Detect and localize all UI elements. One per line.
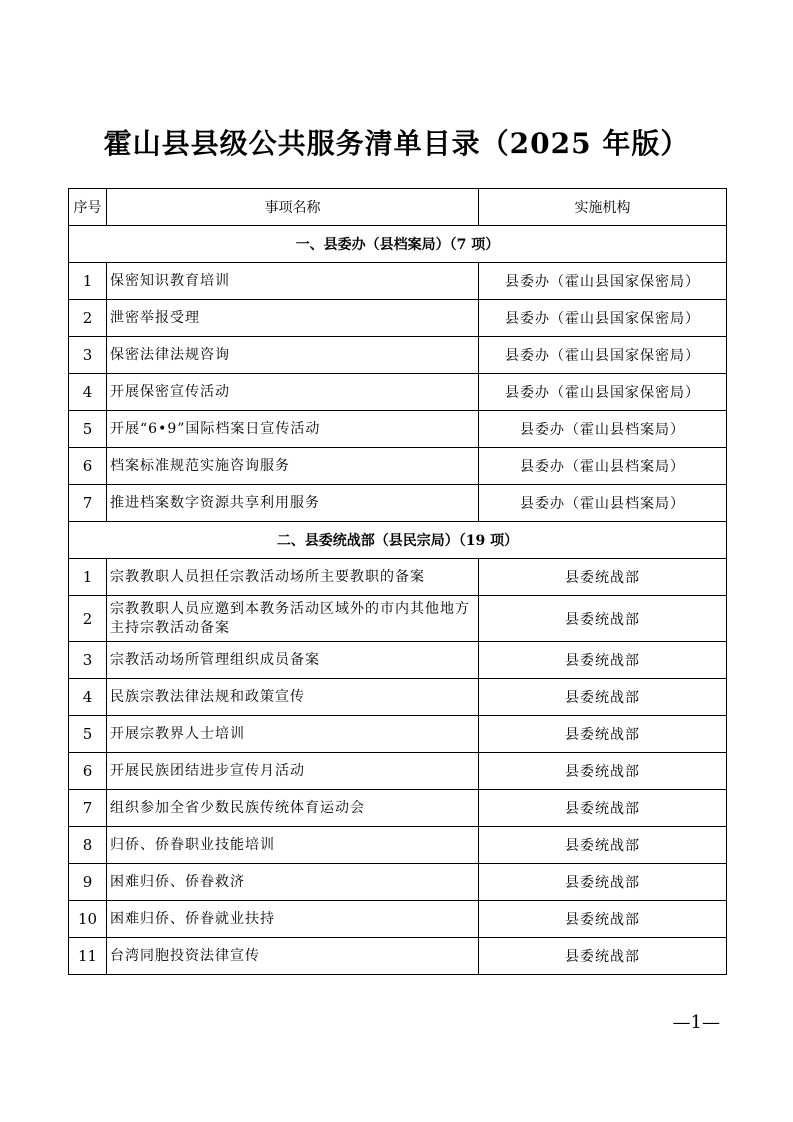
table-row [69, 300, 727, 337]
row-org: 县委办（霍山县国家保密局） [479, 263, 727, 300]
table-row [69, 374, 727, 411]
row-item-name: 推进档案数字资源共享利用服务 [107, 485, 479, 522]
table-row [69, 485, 727, 522]
table-row [69, 337, 727, 374]
row-item-name: 保密知识教育培训 [107, 263, 479, 300]
table-row [69, 263, 727, 300]
table-row [69, 716, 727, 753]
table-row [69, 642, 727, 679]
table-row [69, 864, 727, 901]
row-org: 县委办（霍山县国家保密局） [479, 300, 727, 337]
row-item-name: 开展“6•9”国际档案日宣传活动 [107, 411, 479, 448]
row-number: 7 [69, 485, 107, 522]
row-org: 县委办（霍山县档案局） [479, 411, 727, 448]
service-list-table [68, 188, 727, 975]
row-org: 县委统战部 [479, 679, 727, 716]
row-number: 10 [69, 901, 107, 938]
row-org: 县委统战部 [479, 864, 727, 901]
row-org: 县委统战部 [479, 901, 727, 938]
row-number: 2 [69, 596, 107, 642]
page-title: 霍山县县级公共服务清单目录（2025 年版） [103, 127, 690, 160]
row-number: 11 [69, 938, 107, 975]
row-item-name: 保密法律法规咨询 [107, 337, 479, 374]
section-title: 一、县委办（县档案局）（7 项） [69, 226, 727, 263]
row-item-name: 开展宗教界人士培训 [107, 716, 479, 753]
row-number: 4 [69, 679, 107, 716]
row-item-name: 台湾同胞投资法律宣传 [107, 938, 479, 975]
row-number: 6 [69, 448, 107, 485]
row-item-name: 档案标准规范实施咨询服务 [107, 448, 479, 485]
table-row [69, 901, 727, 938]
row-number: 1 [69, 559, 107, 596]
row-org: 县委统战部 [479, 790, 727, 827]
section-header-row [69, 522, 727, 559]
row-number: 9 [69, 864, 107, 901]
header-name: 事项名称 [107, 189, 479, 226]
row-item-name: 开展民族团结进步宣传月活动 [107, 753, 479, 790]
table-row [69, 559, 727, 596]
table-row [69, 790, 727, 827]
row-number: 1 [69, 263, 107, 300]
table-row [69, 448, 727, 485]
row-org: 县委统战部 [479, 559, 727, 596]
table-row [69, 596, 727, 642]
row-item-name: 宗教教职人员担任宗教活动场所主要教职的备案 [107, 559, 479, 596]
row-org: 县委统战部 [479, 642, 727, 679]
row-number: 3 [69, 337, 107, 374]
row-item-name: 困难归侨、侨眷救济 [107, 864, 479, 901]
row-item-name: 困难归侨、侨眷就业扶持 [107, 901, 479, 938]
table-row [69, 753, 727, 790]
row-org: 县委统战部 [479, 753, 727, 790]
row-org: 县委统战部 [479, 827, 727, 864]
row-number: 7 [69, 790, 107, 827]
row-item-name: 民族宗教法律法规和政策宣传 [107, 679, 479, 716]
row-org: 县委统战部 [479, 716, 727, 753]
row-item-name: 组织参加全省少数民族传统体育运动会 [107, 790, 479, 827]
row-number: 6 [69, 753, 107, 790]
table-header-row [69, 189, 727, 226]
row-number: 2 [69, 300, 107, 337]
row-number: 3 [69, 642, 107, 679]
row-item-name: 宗教活动场所管理组织成员备案 [107, 642, 479, 679]
row-org: 县委统战部 [479, 938, 727, 975]
row-number: 4 [69, 374, 107, 411]
header-org: 实施机构 [479, 189, 727, 226]
row-org: 县委办（霍山县国家保密局） [479, 337, 727, 374]
row-item-name: 开展保密宣传活动 [107, 374, 479, 411]
row-number: 8 [69, 827, 107, 864]
table-row [69, 411, 727, 448]
row-item-name: 宗教教职人员应邀到本教务活动区域外的市内其他地方主持宗教活动备案 [107, 596, 479, 642]
row-org: 县委办（霍山县档案局） [479, 485, 727, 522]
row-item-name: 归侨、侨眷职业技能培训 [107, 827, 479, 864]
header-no: 序号 [69, 189, 107, 226]
row-org: 县委办（霍山县国家保密局） [479, 374, 727, 411]
row-number: 5 [69, 411, 107, 448]
page-number: —1— [672, 1012, 720, 1033]
row-org: 县委统战部 [479, 596, 727, 642]
section-title: 二、县委统战部（县民宗局）（19 项） [69, 522, 727, 559]
table-row [69, 938, 727, 975]
section-header-row [69, 226, 727, 263]
row-item-name: 泄密举报受理 [107, 300, 479, 337]
table-row [69, 827, 727, 864]
row-number: 5 [69, 716, 107, 753]
table-row [69, 679, 727, 716]
row-org: 县委办（霍山县档案局） [479, 448, 727, 485]
